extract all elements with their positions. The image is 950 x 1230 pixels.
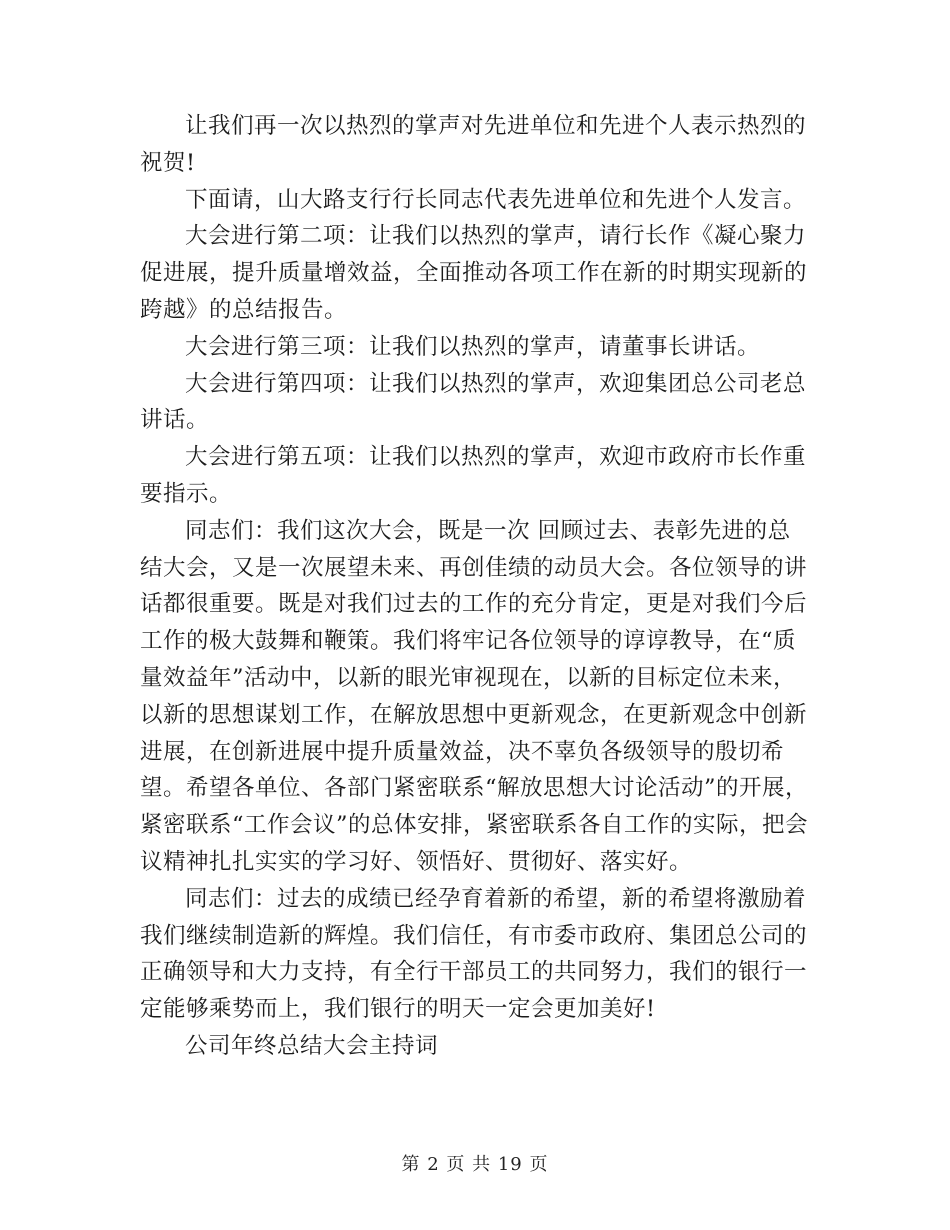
paragraph-agenda-item-4: 大会进行第四项：让我们以热烈的掌声，欢迎集团总公司老总讲话。 bbox=[140, 370, 807, 434]
paragraph-summary: 同志们：我们这次大会，既是一次 回顾过去、表彰先进的总结大会，又是一次展望未来、再创佳绩的动员大会。各位领导的讲话都很重要。既是对我们过去的工作的充分肯定，更是对我们今后工作的极大鼓舞和鞭策。我们将牢记各位领导的谆谆教导，在“质量效益年”活动中，以新的眼光审视现在，以新的目标定位未来，以新的思想谋划工作，在解放思想中更新观念，在更新观念中创新进展，在创新进展中提升质量效益，决不辜负各级领导的殷切希望。希望各单位、各部门紧密联系“解放思想大讨论活动”的开展，紧密联系“工作会议”的总体安排，紧密联系各自工作的实际，把会议精神扎扎实实的学习好、领悟好、贯彻好、落实好。 bbox=[140, 517, 809, 875]
page-number-footer: 第 2 页 共 19 页 bbox=[401, 1154, 549, 1175]
paragraph-closing: 同志们：过去的成绩已经孕育着新的希望，新的希望将激励着我们继续制造新的辉煌。我们信任，有市委市政府、集团总公司的正确领导和大力支持，有全行干部员工的共同努力，我们的银行一定能够乘势而上，我们银行的明天一定会更加美好! bbox=[140, 885, 808, 1023]
paragraph-agenda-item-3: 大会进行第三项：让我们以热烈的掌声，请董事长讲话。 bbox=[185, 333, 761, 360]
paragraph-agenda-item-5: 大会进行第五项：让我们以热烈的掌声，欢迎市政府市长作重要指示。 bbox=[140, 444, 807, 507]
paragraph-next-title: 公司年终总结大会主持词 bbox=[185, 1032, 439, 1059]
paragraph-congratulation: 让我们再一次以热烈的掌声对先进单位和先进个人表示热烈的祝贺! bbox=[140, 113, 807, 176]
paragraph-agenda-item-2: 大会进行第二项：让我们以热烈的掌声，请行长作《凝心聚力促进展，提升质量增效益，全面推动各项工作在新的时期实现新的跨越》的总结报告。 bbox=[140, 223, 808, 323]
paragraph-speaker-invitation: 下面请，山大路支行行长同志代表先进单位和先进个人发言。 bbox=[185, 186, 807, 213]
document-body bbox=[140, 108, 808, 1065]
